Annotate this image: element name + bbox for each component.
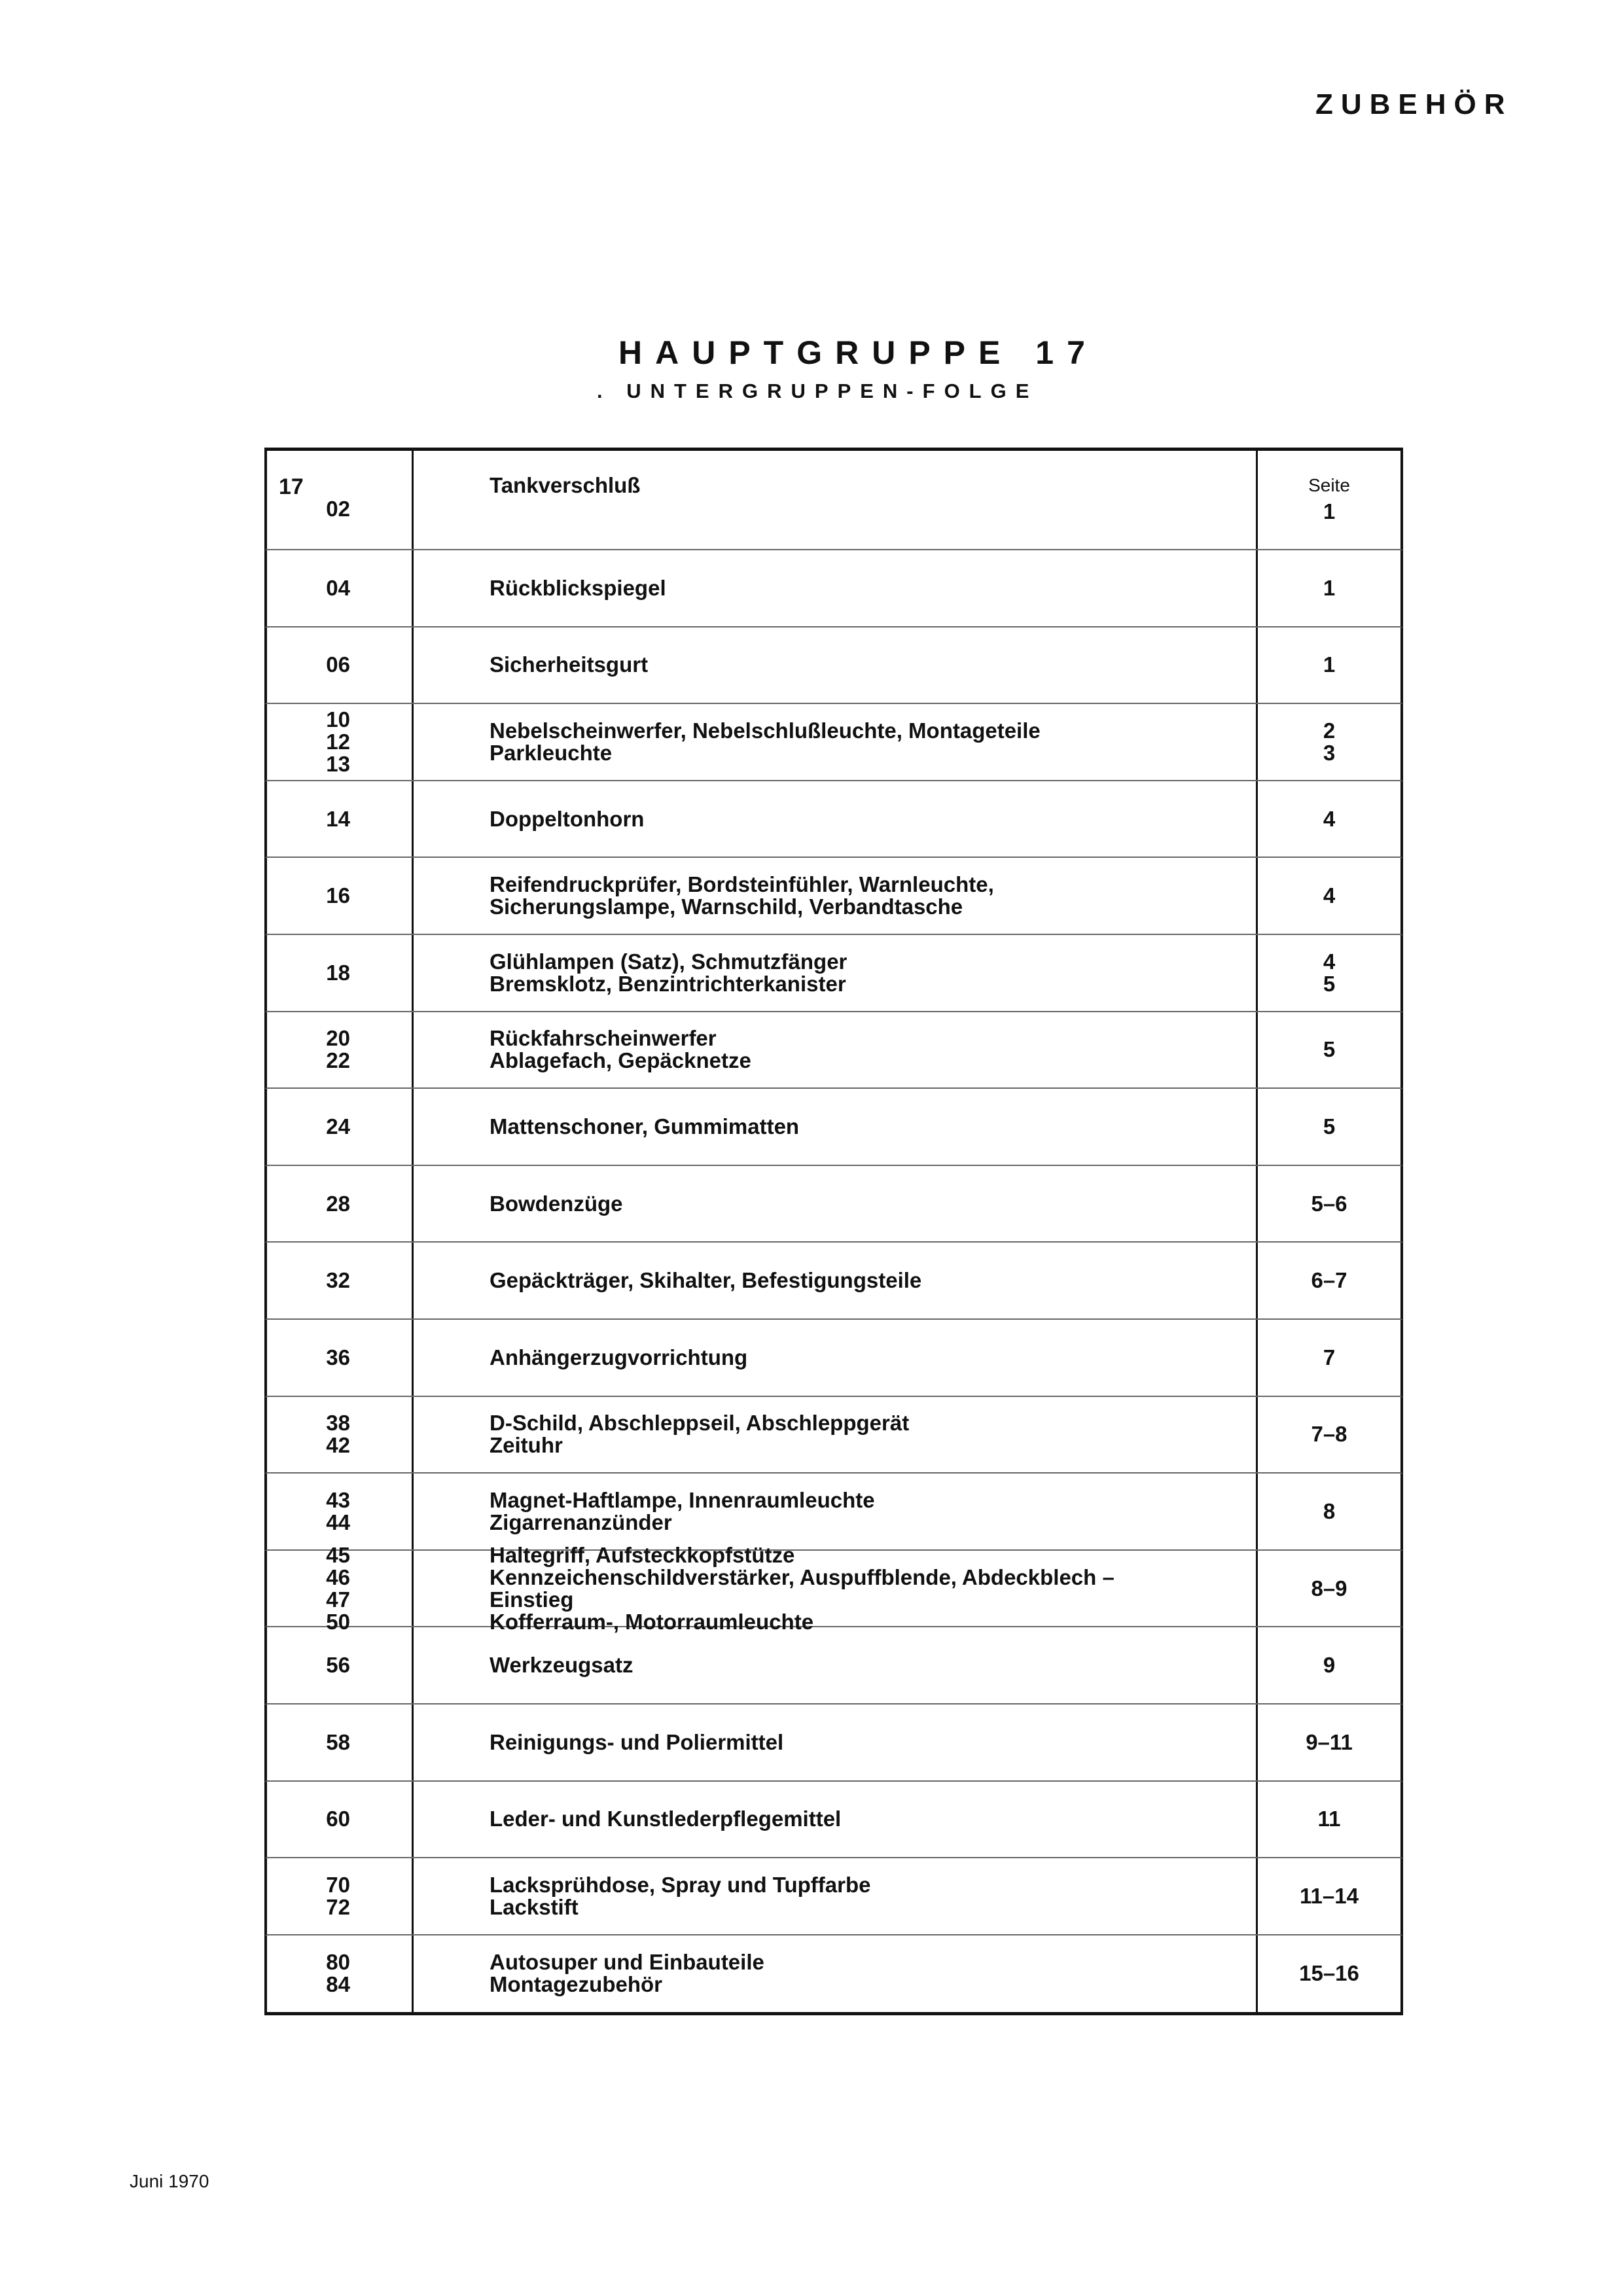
subgroup-codes: 02 (267, 451, 414, 549)
page-reference: Seite 1 (1308, 475, 1350, 523)
page-reference: 7–8 (1311, 1422, 1347, 1447)
subgroup-description: Haltegriff, Aufsteckkopfstütze Kennzeichenschildverstärker, Auspuffblende, Abdeckblech – Einstieg Kofferraum-, Motorraumleuchte (414, 1551, 1258, 1627)
subgroup-description: Magnet-Haftlampe, Innenraumleuchte Zigarrenanzünder (414, 1474, 1258, 1549)
subgroup-description: Reifendruckprüfer, Bordsteinfühler, Warnleuchte, Sicherungslampe, Warnschild, Verbandtasche (414, 858, 1258, 934)
subgroup-codes: 56 (267, 1627, 414, 1703)
table-row (264, 451, 1403, 550)
subgroup-description: Anhängerzugvorrichtung (414, 1320, 1258, 1396)
table-row (264, 1704, 1403, 1782)
subgroup-codes: 24 (267, 1089, 414, 1165)
page-reference: 11–14 (1300, 1883, 1359, 1908)
subgroup-table (264, 448, 1403, 2015)
table-row (264, 627, 1403, 705)
table-row (264, 1935, 1403, 2013)
page-reference: 9 (1323, 1653, 1336, 1678)
subgroup-codes: 18 (267, 935, 414, 1011)
section-tag: ZUBEHÖR (1315, 88, 1513, 120)
page-reference: 7 (1323, 1345, 1336, 1369)
subgroup-codes: 10 12 13 (267, 704, 414, 780)
page-reference: 6–7 (1311, 1268, 1347, 1293)
subgroup-description: Rückfahrscheinwerfer Ablagefach, Gepäcknetze (414, 1012, 1258, 1088)
page-reference: 1 (1323, 652, 1336, 677)
subgroup-codes: 70 72 (267, 1858, 414, 1934)
subgroup-description: Doppeltonhorn (414, 781, 1258, 857)
table-row (264, 1012, 1403, 1089)
table-row (264, 1166, 1403, 1243)
page-reference: 2 3 (1323, 718, 1336, 765)
table-row (264, 858, 1403, 935)
subgroup-description: Tankverschluß (414, 451, 1258, 549)
table-row (264, 1397, 1403, 1474)
table-row (264, 935, 1403, 1012)
page-reference: 5 (1323, 1114, 1336, 1139)
page-reference: 8 (1323, 1498, 1336, 1523)
page-reference: 4 (1323, 806, 1336, 831)
table-row (264, 1320, 1403, 1397)
page-subtitle: . UNTERGRUPPEN-FOLGE (597, 380, 1039, 402)
page-reference: 1 (1323, 575, 1336, 600)
page-reference: 15–16 (1299, 1961, 1359, 1986)
page-reference: 11 (1317, 1807, 1341, 1831)
subgroup-description: Rückblickspiegel (414, 550, 1258, 626)
subgroup-codes: 06 (267, 627, 414, 703)
page-reference: 5–6 (1311, 1191, 1347, 1216)
table-row (264, 1089, 1403, 1166)
table-row (264, 1858, 1403, 1935)
page-title: HAUPTGRUPPE 17 (618, 334, 1098, 371)
table-row (264, 1627, 1403, 1704)
subgroup-description: Leder- und Kunstlederpflegemittel (414, 1782, 1258, 1858)
table-row (264, 1782, 1403, 1859)
subgroup-description: Werkzeugsatz (414, 1627, 1258, 1703)
subgroup-description: Bowdenzüge (414, 1166, 1258, 1242)
group-number: 17 (279, 474, 304, 499)
subgroup-codes: 28 (267, 1166, 414, 1242)
subgroup-codes: 04 (267, 550, 414, 626)
subgroup-description: Gepäckträger, Skihalter, Befestigungsteile (414, 1243, 1258, 1318)
subgroup-description: D-Schild, Abschleppseil, Abschleppgerät Zeituhr (414, 1397, 1258, 1473)
table-body (264, 550, 1403, 2012)
page-reference: 9–11 (1306, 1729, 1353, 1754)
subgroup-codes: 60 (267, 1782, 414, 1858)
table-row (264, 781, 1403, 858)
subgroup-codes: 58 (267, 1704, 414, 1780)
subgroup-codes: 80 84 (267, 1935, 414, 2013)
footer-date: Juni 1970 (130, 2171, 209, 2191)
subgroup-description: Reinigungs- und Poliermittel (414, 1704, 1258, 1780)
subgroup-description: Lacksprühdose, Spray und Tupffarbe Lackstift (414, 1858, 1258, 1934)
subgroup-codes: 36 (267, 1320, 414, 1396)
page-reference: 4 5 (1323, 949, 1336, 996)
table-row (264, 704, 1403, 781)
subgroup-codes: 45 46 47 50 (267, 1551, 414, 1627)
page-reference: 5 (1323, 1037, 1336, 1062)
subgroup-codes: 38 42 (267, 1397, 414, 1473)
table-row (264, 1243, 1403, 1320)
subgroup-description: Mattenschoner, Gummimatten (414, 1089, 1258, 1165)
subgroup-description: Glühlampen (Satz), Schmutzfänger Bremsklotz, Benzintrichterkanister (414, 935, 1258, 1011)
subgroup-codes: 32 (267, 1243, 414, 1318)
page-column-label: Seite (1308, 475, 1350, 495)
subgroup-codes: 20 22 (267, 1012, 414, 1088)
subgroup-description: Autosuper und Einbauteile Montagezubehör (414, 1935, 1258, 2013)
table-row (264, 550, 1403, 627)
subgroup-codes: 16 (267, 858, 414, 934)
subgroup-codes: 43 44 (267, 1474, 414, 1549)
subgroup-description: Nebelscheinwerfer, Nebelschlußleuchte, Montageteile Parkleuchte (414, 704, 1258, 780)
table-row (264, 1542, 1403, 1634)
page-reference: 8–9 (1311, 1576, 1347, 1600)
subgroup-description: Sicherheitsgurt (414, 627, 1258, 703)
table-row (264, 1474, 1403, 1551)
page-reference: 4 (1323, 883, 1336, 908)
subgroup-codes: 14 (267, 781, 414, 857)
